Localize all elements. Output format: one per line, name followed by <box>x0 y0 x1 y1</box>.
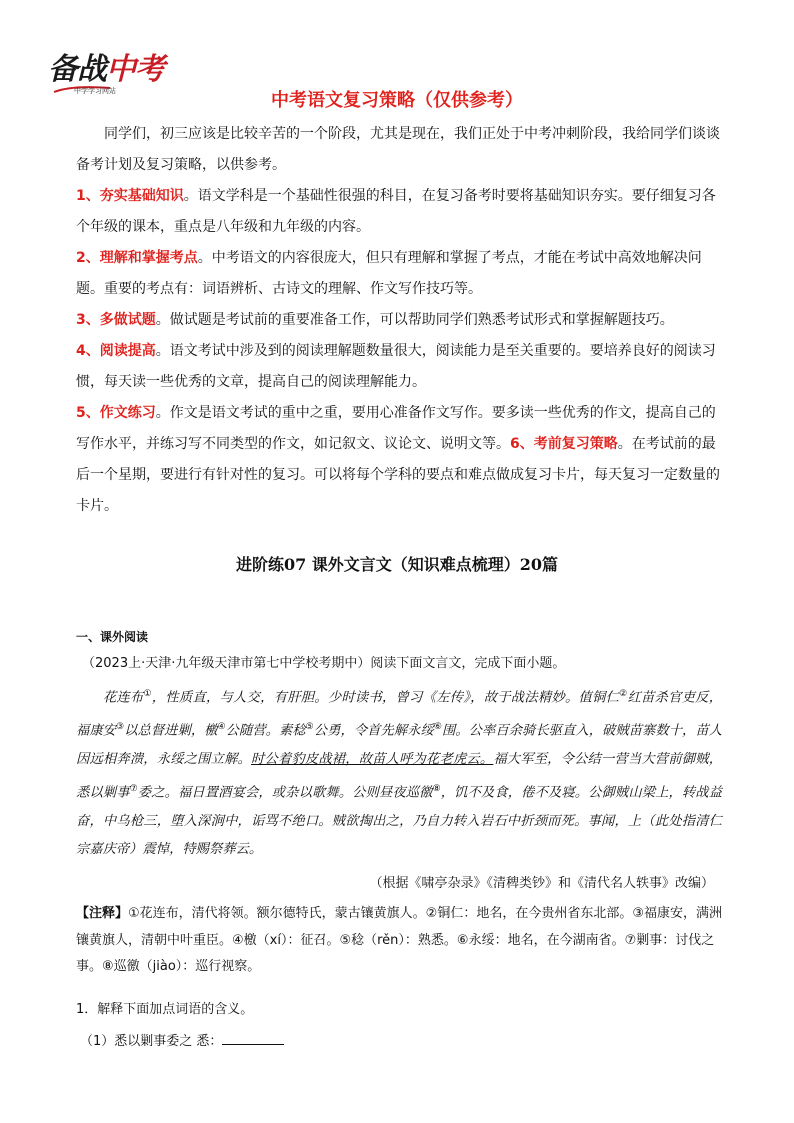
note-marker: ⑤ <box>305 722 314 733</box>
passage-text: 花连布 <box>102 690 144 706</box>
strategy-text: 。在考试前的最后一个星期，要进行有针对性的复习。可以将每个学科的要点和难点做成复习卡片，每天复习一定数量的卡片。 <box>76 436 720 514</box>
passage-text: 公勇，令首先解永绥 <box>313 723 434 739</box>
note-marker: ② <box>619 689 628 699</box>
strategy-label: 1、夯实基础知识 <box>76 188 184 204</box>
note-marker: ④ <box>217 722 226 733</box>
passage-text: 红苗杀官吏反，福康安 <box>76 690 723 739</box>
note-marker: ⑧ <box>432 783 441 794</box>
question-1: 1．解释下面加点词语的含义。 <box>76 1002 254 1017</box>
note-marker: ⑥ <box>433 722 442 733</box>
strategy-label: 4、阅读提高 <box>76 343 156 359</box>
strategy-item <box>76 181 724 243</box>
logo-text <box>48 44 188 88</box>
notes-text: ①花连布，清代将领。额尔德特氏，蒙古镶黄旗人。②铜仁：地名，在今贵州省东北部。③福康安，满洲镶黄旗人，清朝中叶重臣。④檄（xí）：征召。⑤稔（rěn）：熟悉。⑥永绥：地名，在今湖南省。⑦剿事：讨伐之事。⑧巡徼（jiào）：巡行视察。 <box>76 906 722 974</box>
passage-text: 委之。福日置酒宴会，或杂以歌舞。公则昼夜巡徼 <box>137 785 433 801</box>
underlined-sentence: 时公着豹皮战裙，故苗人呼为花老虎云。 <box>251 752 494 768</box>
strategy-label: 5、作文练习 <box>76 405 156 421</box>
intro-paragraph: 同学们，初三应该是比较辛苦的一个阶段，尤其是现在，我们正处于中考冲刺阶段，我给同学们谈谈备考计划及复习策略，以供参考。 <box>76 126 720 173</box>
page-title: 中考语文复习策略（仅供参考） <box>271 90 523 111</box>
strategy-label: 6、考前复习策略 <box>510 436 618 452</box>
strategy-item <box>76 398 724 522</box>
section-title: 进阶练07 课外文言文（知识难点梳理）20篇 <box>235 555 559 574</box>
answer-blank[interactable] <box>222 1032 284 1045</box>
strategy-label: 2、理解和掌握考点 <box>76 250 198 266</box>
passage-text: ，性质直，与人交，有肝胆。少时读书，曾习《左传》，故于战法精妙。值铜仁 <box>151 690 620 706</box>
logo-text-red: 中考 <box>106 52 164 87</box>
logo-subtitle: 中学学习网站 <box>74 87 116 95</box>
strategy-body <box>76 119 724 522</box>
strategy-text: 。语文学科是一个基础性很强的科目，在复习备考时要将基础知识夯实。要仔细复习各个年级的课本，重点是八年级和九年级的内容。 <box>76 188 716 235</box>
passage-text: ，饥不及食，倦不及寝。公御贼山梁上，转战益奋，中乌枪三，堕入深涧中，诟骂不绝口。贼欲掏出之，乃自力转入岩石中折颈而死。事闻，上（此处指清仁宗嘉庆帝）震悼，特赐祭葬云。 <box>76 785 723 858</box>
note-marker: ① <box>143 689 152 699</box>
strategy-item <box>76 305 724 336</box>
question-1-1-label: （1）悉以剿事委之 悉： <box>80 1034 223 1049</box>
note-marker: ③ <box>116 722 125 733</box>
logo-text-black: 备战 <box>48 52 106 87</box>
strategy-text: 。做试题是考试前的重要准备工作，可以帮助同学们熟悉考试形式和掌握解题技巧。 <box>155 312 674 328</box>
passage-text: 以总督进剿，檄 <box>124 723 218 739</box>
question-source: （2023上·天津·九年级天津市第七中学校考期中）阅读下面文言文，完成下面小题。 <box>82 656 566 671</box>
passage-attribution: （根据《啸亭杂录》《清稗类钞》和《清代名人轶事》改编） <box>369 876 714 891</box>
annotation-notes <box>76 901 724 981</box>
strategy-text: 。作文是语文考试的重中之重，要用心准备作文写作。要多读一些优秀的作文，提高自己的写作水平，并练习写不同类型的作文，如记叙文、议论文、说明文等。 <box>76 405 716 452</box>
passage-text: 福大军至，令公结一营当大营前御贼，悉以剿事 <box>76 752 723 801</box>
strategy-text: 。语文考试中涉及到的阅读理解题数量很大，阅读能力是至关重要的。要培养良好的阅读习惯，每天读一些优秀的文章，提高自己的阅读理解能力。 <box>76 343 716 390</box>
strategy-label: 3、多做试题 <box>76 312 156 328</box>
notes-label: 【注释】 <box>76 906 129 921</box>
strategy-item <box>76 243 724 305</box>
strategy-item <box>76 336 724 398</box>
note-marker: ⑦ <box>129 783 138 794</box>
part-heading: 一、课外阅读 <box>76 630 149 644</box>
passage-text: 围。公率百余骑长驱直入，破贼苗寨数十，苗人因远相奔溃，永绥之围立解。 <box>76 723 723 768</box>
classical-passage <box>76 680 722 865</box>
passage-text: 公随营。素稔 <box>225 723 306 739</box>
strategy-text: 。中考语文的内容很庞大，但只有理解和掌握了考点，才能在考试中高效地解决问题。重要的考点有：词语辨析、古诗文的理解、作文写作技巧等。 <box>76 250 702 297</box>
question-1-1 <box>80 1030 284 1049</box>
